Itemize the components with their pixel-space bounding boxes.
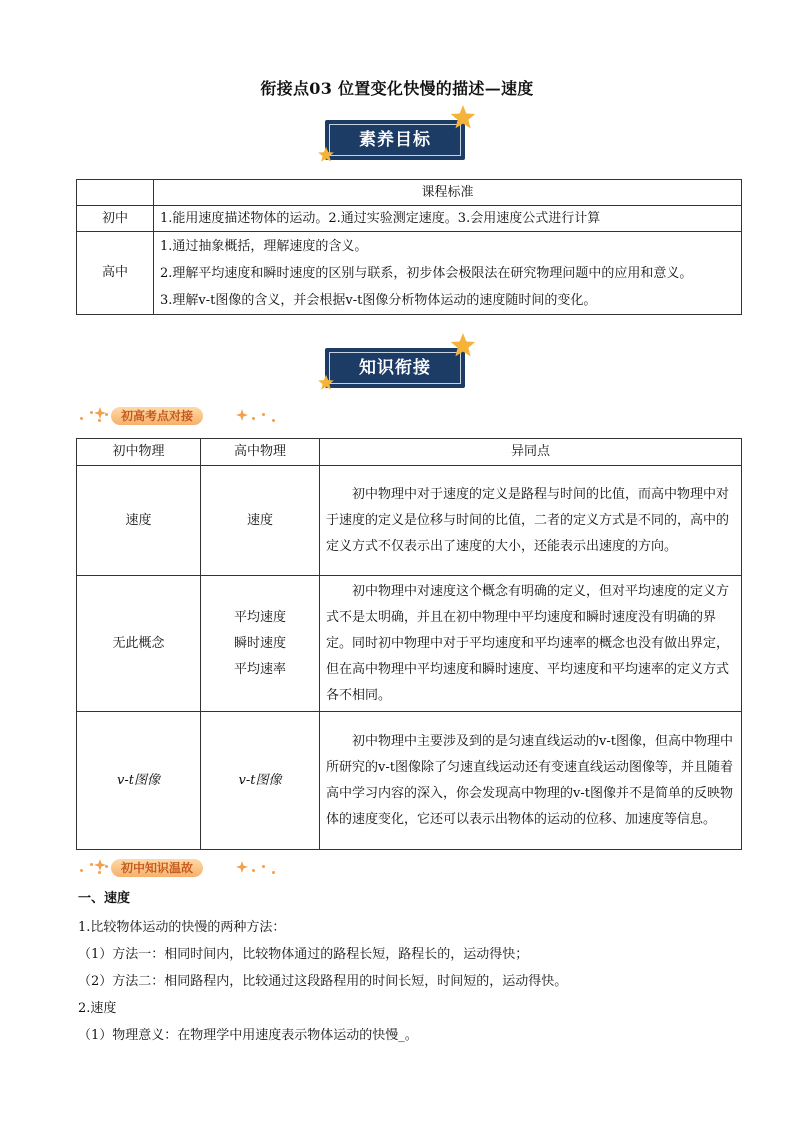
star-icon bbox=[317, 374, 335, 392]
section-tag-review bbox=[76, 857, 286, 879]
goal-line: 2.理解平均速度和瞬时速度的区别与联系，初步体会极限法在研究物理问题中的应用和意义。 bbox=[160, 265, 693, 281]
page-title: 衔接点03 位置变化快慢的描述—速度 bbox=[260, 79, 534, 98]
senior-concept: 速度 bbox=[201, 466, 320, 576]
table-row bbox=[77, 712, 742, 850]
sparkle-icon bbox=[94, 407, 106, 419]
review-heading: 一、速度 bbox=[78, 891, 131, 906]
review-line: 1.比较物体运动的快慢的两种方法： bbox=[78, 920, 286, 935]
section-tag-compare bbox=[76, 405, 286, 427]
table-row bbox=[77, 466, 742, 576]
link-badge bbox=[325, 344, 467, 388]
diff-text: 初中物理中主要涉及到的是匀速直线运动的v-t图像，但高中物理中所研究的v-t图像除了匀速直线运动还有变速直线运动图像等，并且随着高中学习内容的深入，你会发现高中物理的v-t图像并不是简单的反映物体的速度变化，它还可以表示出物体的运动的位移、加速度等信息。 bbox=[320, 712, 742, 850]
goal-line: 1.能用速度描述物体的运动。2.通过实验测定速度。3.会用速度公式进行计算 bbox=[154, 206, 742, 232]
table-row bbox=[77, 576, 742, 712]
review-line: （2）方法二：相同路程内，比较通过这段路程用的时间长短，时间短的，运动得快。 bbox=[78, 974, 568, 989]
senior-concept: 平均速度 瞬时速度 平均速率 bbox=[201, 576, 320, 712]
col-header: 高中物理 bbox=[201, 439, 320, 466]
review-line: （1）方法一：相同时间内，比较物体通过的路程长短，路程长的，运动得快； bbox=[78, 947, 529, 962]
junior-concept: 无此概念 bbox=[77, 576, 201, 712]
col-header: 异同点 bbox=[320, 439, 742, 466]
review-line: （1）物理意义：在物理学中用速度表示物体运动的快慢_。 bbox=[78, 1028, 418, 1043]
level-junior: 初中 bbox=[77, 206, 154, 232]
goal-line: 1.通过抽象概括，理解速度的含义。 bbox=[160, 238, 368, 254]
goals-badge bbox=[325, 116, 467, 160]
junior-concept: 速度 bbox=[77, 466, 201, 576]
diff-text: 初中物理中对于速度的定义是路程与时间的比值，而高中物理中对于速度的定义是位移与时间的比值，二者的定义方式是不同的，高中的定义方式不仅表示出了速度的大小，还能表示出速度的方向。 bbox=[320, 466, 742, 576]
goals-header: 课程标准 bbox=[154, 180, 742, 206]
star-icon bbox=[317, 146, 335, 164]
junior-concept: v-t图像 bbox=[77, 712, 201, 850]
goal-line: 3.理解v-t图像的含义，并会根据v-t图像分析物体运动的速度随时间的变化。 bbox=[160, 292, 597, 308]
section-tag-label: 初中知识温故 bbox=[111, 859, 203, 877]
goals-table bbox=[76, 179, 742, 315]
senior-concept: v-t图像 bbox=[201, 712, 320, 850]
level-senior: 高中 bbox=[77, 232, 154, 315]
sparkle-icon bbox=[236, 409, 248, 421]
star-icon bbox=[449, 332, 477, 360]
link-badge-label: 知识衔接 bbox=[359, 358, 431, 378]
sparkle-icon bbox=[236, 861, 248, 873]
sparkle-icon bbox=[94, 859, 106, 871]
compare-table bbox=[76, 438, 742, 850]
goals-badge-label: 素养目标 bbox=[359, 130, 431, 150]
diff-text: 初中物理中对速度这个概念有明确的定义，但对平均速度的定义方式不是太明确，并且在初中物理中平均速度和瞬时速度没有明确的界定。同时初中物理中对于平均速度和平均速率的概念也没有做出界定，但在高中物理中平均速度和瞬时速度、平均速度和平均速率的定义方式各不相同。 bbox=[320, 576, 742, 712]
section-tag-label: 初高考点对接 bbox=[111, 407, 203, 425]
star-icon bbox=[449, 104, 477, 132]
col-header: 初中物理 bbox=[77, 439, 201, 466]
review-line: 2.速度 bbox=[78, 1001, 117, 1016]
